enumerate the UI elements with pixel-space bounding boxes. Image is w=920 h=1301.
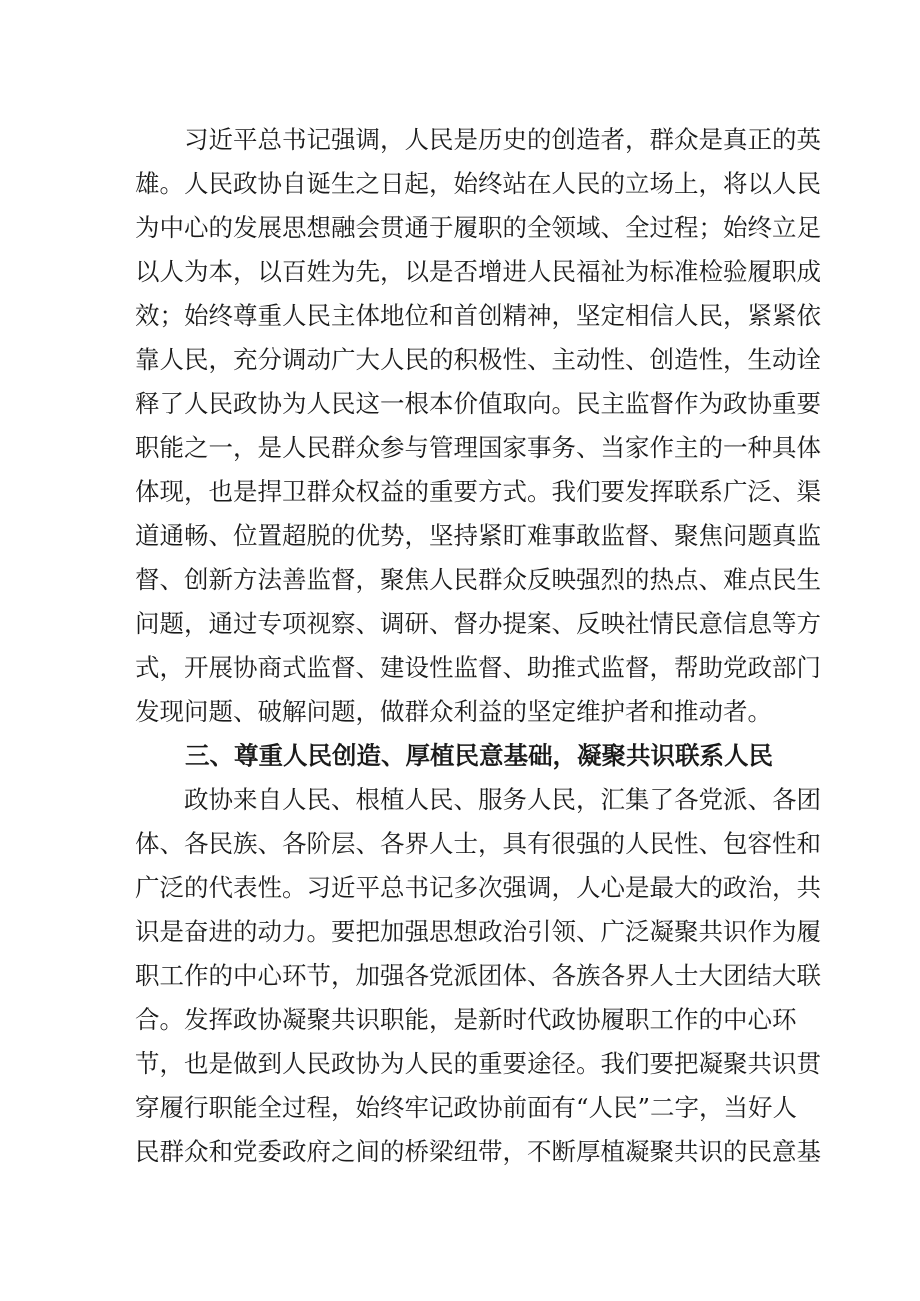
paragraph-1-line-7: 释了人民政协为人民这一根本价值取向。民主监督作为政协重要	[135, 389, 821, 418]
paragraph-1-line-12: 问题，通过专项视察、调研、督办提案、反映社情民意信息等方	[135, 609, 821, 638]
paragraph-2-line-4: 识是奋进的动力。要把加强思想政治引领、广泛凝聚共识作为履	[135, 917, 821, 946]
paragraph-1-line-11: 督、创新方法善监督，聚焦人民群众反映强烈的热点、难点民生	[135, 565, 821, 594]
paragraph-2-line-8: 穿履行职能全过程，始终牢记政协前面有“人民”二字，当好人	[135, 1093, 798, 1122]
paragraph-1-line-4: 以人为本，以百姓为先，以是否增进人民福祉为标准检验履职成	[135, 257, 821, 286]
paragraph-1-line-5: 效；始终尊重人民主体地位和首创精神，坚定相信人民，紧紧依	[135, 301, 821, 330]
paragraph-1-line-3: 为中心的发展思想融会贯通于履职的全领域、全过程；始终立足	[135, 213, 821, 242]
paragraph-1-line-1: 习近平总书记强调，人民是历史的创造者，群众是真正的英	[184, 125, 821, 154]
paragraph-1-line-8: 职能之一，是人民群众参与管理国家事务、当家作主的一种具体	[135, 433, 821, 462]
paragraph-1-line-2: 雄。人民政协自诞生之日起，始终站在人民的立场上，将以人民	[135, 169, 821, 198]
paragraph-1-line-14: 发现问题、破解问题，做群众利益的坚定维护者和推动者。	[135, 697, 772, 726]
paragraph-2-line-1: 政协来自人民、根植人民、服务人民，汇集了各党派、各团	[184, 785, 821, 814]
paragraph-1-line-10: 道通畅、位置超脱的优势，坚持紧盯难事敢监督、聚焦问题真监	[135, 521, 821, 550]
paragraph-2-line-2: 体、各民族、各阶层、各界人士，具有很强的人民性、包容性和	[135, 829, 821, 858]
paragraph-1-line-13: 式，开展协商式监督、建设性监督、助推式监督，帮助党政部门	[135, 653, 821, 682]
paragraph-2-line-7: 节，也是做到人民政协为人民的重要途径。我们要把凝聚共识贯	[135, 1049, 821, 1078]
paragraph-1-line-6: 靠人民，充分调动广大人民的积极性、主动性、创造性，生动诠	[135, 345, 821, 374]
paragraph-2-line-6: 合。发挥政协凝聚共识职能，是新时代政协履职工作的中心环	[135, 1005, 797, 1034]
paragraph-2-line-9: 民群众和党委政府之间的桥梁纽带，不断厚植凝聚共识的民意基	[135, 1137, 821, 1166]
paragraph-2-line-3: 广泛的代表性。习近平总书记多次强调，人心是最大的政治，共	[135, 873, 821, 902]
paragraph-1-line-9: 体现，也是捍卫群众权益的重要方式。我们要发挥联系广泛、渠	[135, 477, 821, 506]
paragraph-2-line-5: 职工作的中心环节，加强各党派团体、各族各界人士大团结大联	[135, 961, 821, 990]
section-heading: 三、尊重人民创造、厚植民意基础，凝聚共识联系人民	[185, 741, 773, 770]
